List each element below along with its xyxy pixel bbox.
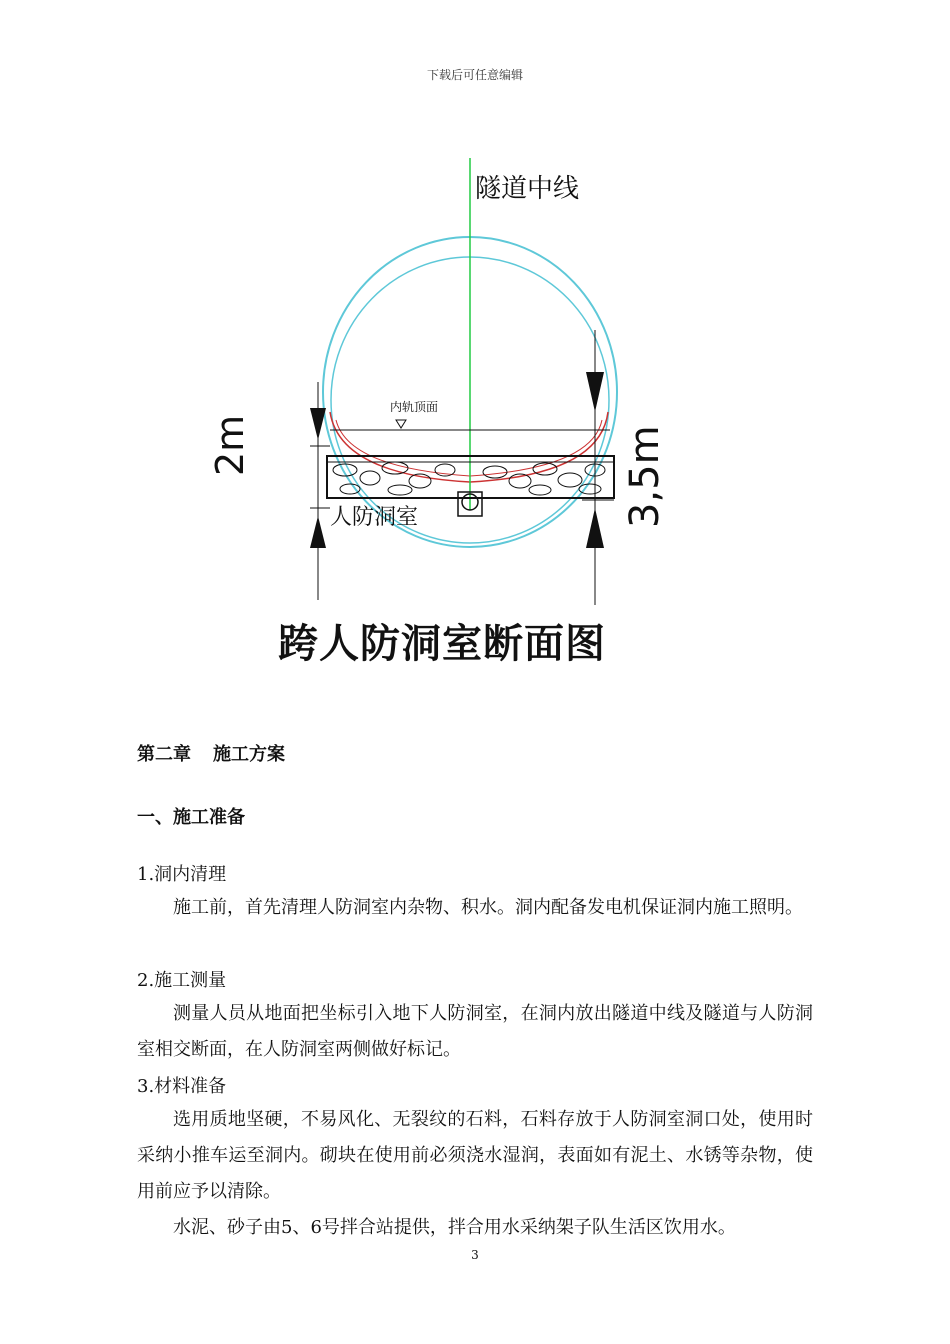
rail-level-marker xyxy=(396,420,406,428)
figure-caption: 跨人防洞室断面图 xyxy=(278,621,606,667)
paragraph-text: 水泥、砂子由5、6号拌合站提供，拌合用水采纳架子队生活区饮用水。 xyxy=(173,1217,736,1238)
paragraph-text: 选用质地坚硬，不易风化、无裂纹的石料，石料存放于人防洞室洞口处，使用时采纳小推车运至洞内。砌块在使用前必须浇水湿润，表面如有泥土、水锈等杂物，使用前应予以清除。 xyxy=(137,1109,813,1202)
paragraph-text: 施工前，首先清理人防洞室内杂物、积水。洞内配备发电机保证洞内施工照明。 xyxy=(173,897,803,918)
ballast-stones xyxy=(333,462,605,495)
item-heading: 1.洞内清理 xyxy=(137,864,227,885)
chapter-title xyxy=(137,740,285,766)
room-label: 人防洞室 xyxy=(330,505,419,530)
rail-top-label: 内轨顶面 xyxy=(390,400,439,414)
item-paragraph xyxy=(137,996,813,1068)
left-arrow-down xyxy=(310,408,326,440)
section-title: 一、施工准备 xyxy=(137,807,245,828)
page-number: 3 xyxy=(471,1248,479,1262)
chapter-name: 施工方案 xyxy=(213,744,285,765)
item-heading: 2.施工测量 xyxy=(137,970,227,991)
dimension-left-label: 2m xyxy=(208,414,252,476)
centerline-label: 隧道中线 xyxy=(475,174,580,204)
cross-section-figure xyxy=(208,150,690,670)
item-heading: 3.材料准备 xyxy=(137,1076,227,1097)
left-arrow-up xyxy=(310,516,326,548)
item-paragraph xyxy=(137,1102,813,1246)
right-arrow-up xyxy=(586,508,604,548)
item-paragraph xyxy=(137,890,813,926)
dimension-right-label: 3,5m xyxy=(622,425,668,528)
page-header: 下载后可任意编辑 xyxy=(426,68,523,82)
cross-section-drawing xyxy=(230,150,690,670)
right-arrow-down xyxy=(586,372,604,412)
paragraph-text: 测量人员从地面把坐标引入地下人防洞室，在洞内放出隧道中线及隧道与人防洞室相交断面，在人防洞室两侧做好标记。 xyxy=(137,1003,813,1060)
chapter-number: 第二章 xyxy=(137,744,191,765)
